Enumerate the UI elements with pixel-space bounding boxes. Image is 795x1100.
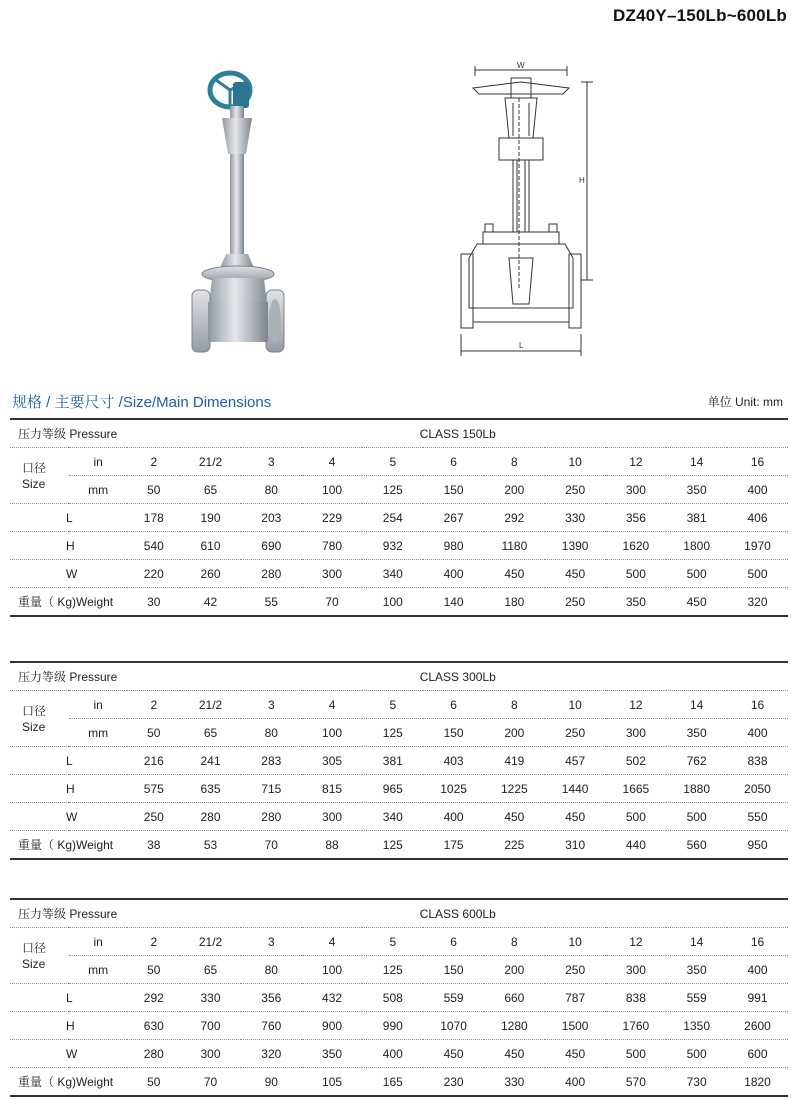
length-cell: 267 (423, 504, 484, 532)
width-row (10, 803, 788, 831)
height-cell: 1025 (423, 775, 484, 803)
length-cell: 381 (362, 747, 423, 775)
length-cell: 787 (545, 984, 606, 1012)
width-cell: 280 (241, 560, 302, 588)
height-cell: 540 (127, 532, 180, 560)
height-row (10, 775, 788, 803)
size-in-cell: 21/2 (180, 448, 241, 476)
width-cell: 340 (362, 560, 423, 588)
size-in-cell: 14 (666, 448, 727, 476)
length-cell: 559 (423, 984, 484, 1012)
weight-row (10, 831, 788, 860)
size-label-cn: 口径 (22, 940, 47, 955)
size-in-cell: 4 (302, 691, 363, 719)
width-cell: 500 (606, 803, 667, 831)
width-cell: 600 (727, 1040, 788, 1068)
width-cell: 500 (727, 560, 788, 588)
dim-label-h: H (579, 176, 585, 185)
width-cell: 300 (180, 1040, 241, 1068)
length-cell: 283 (241, 747, 302, 775)
width-cell: 450 (423, 1040, 484, 1068)
size-in-cell: 8 (484, 928, 545, 956)
size-in-cell: 16 (727, 448, 788, 476)
height-cell: 610 (180, 532, 241, 560)
pressure-label: 压力等级 Pressure (10, 419, 127, 448)
pressure-row (10, 899, 788, 928)
length-cell: 403 (423, 747, 484, 775)
width-cell: 450 (545, 560, 606, 588)
size-label-cell (10, 448, 69, 504)
weight-cell: 53 (180, 831, 241, 860)
width-cell: 500 (666, 803, 727, 831)
size-mm-cell: 65 (180, 956, 241, 984)
length-cell: 216 (127, 747, 180, 775)
pressure-row (10, 662, 788, 691)
weight-cell: 175 (423, 831, 484, 860)
size-in-cell: 12 (606, 691, 667, 719)
size-mm-cell: 125 (362, 956, 423, 984)
dim-label-l: L (519, 341, 524, 350)
length-cell: 178 (127, 504, 180, 532)
size-in-cell: 10 (545, 928, 606, 956)
height-cell: 980 (423, 532, 484, 560)
size-mm-cell: 80 (241, 476, 302, 504)
size-mm-row (10, 719, 788, 747)
dimension-table-600lb (10, 898, 788, 1097)
size-in-row (10, 448, 788, 476)
size-mm-cell: 350 (666, 956, 727, 984)
height-cell: 780 (302, 532, 363, 560)
length-cell: 190 (180, 504, 241, 532)
width-cell: 500 (606, 1040, 667, 1068)
length-cell: 330 (545, 504, 606, 532)
weight-cell: 450 (666, 588, 727, 617)
weight-row (10, 588, 788, 617)
size-mm-cell: 80 (241, 719, 302, 747)
size-in-cell: 21/2 (180, 691, 241, 719)
size-label-en: Size (22, 476, 46, 491)
model-title: DZ40Y–150Lb~600Lb (613, 6, 787, 25)
width-cell: 400 (423, 803, 484, 831)
height-cell: 990 (362, 1012, 423, 1040)
length-label: L (10, 747, 127, 775)
width-cell: 300 (302, 560, 363, 588)
pressure-row (10, 419, 788, 448)
height-cell: 1880 (666, 775, 727, 803)
size-mm-cell: 65 (180, 476, 241, 504)
weight-cell: 400 (545, 1068, 606, 1097)
weight-cell: 38 (127, 831, 180, 860)
height-cell: 1440 (545, 775, 606, 803)
size-in-cell: 2 (127, 691, 180, 719)
size-in-cell: 3 (241, 691, 302, 719)
size-mm-cell: 300 (606, 956, 667, 984)
size-mm-cell: 150 (423, 956, 484, 984)
section-title: 规格 / 主要尺寸 /Size/Main Dimensions (12, 394, 272, 411)
weight-cell: 560 (666, 831, 727, 860)
height-cell: 700 (180, 1012, 241, 1040)
size-in-cell: 2 (127, 928, 180, 956)
size-in-cell: 3 (241, 448, 302, 476)
size-mm-cell: 100 (302, 719, 363, 747)
size-mm-cell: 50 (127, 956, 180, 984)
size-mm-cell: 250 (545, 956, 606, 984)
width-cell: 320 (241, 1040, 302, 1068)
size-mm-cell: 150 (423, 476, 484, 504)
length-cell: 305 (302, 747, 363, 775)
weight-cell: 225 (484, 831, 545, 860)
weight-cell: 440 (606, 831, 667, 860)
unit-in-label: in (69, 928, 128, 956)
weight-cell: 230 (423, 1068, 484, 1097)
width-cell: 450 (484, 803, 545, 831)
pressure-label: 压力等级 Pressure (10, 662, 127, 691)
height-cell: 690 (241, 532, 302, 560)
size-mm-cell: 350 (666, 719, 727, 747)
length-cell: 356 (241, 984, 302, 1012)
size-in-cell: 14 (666, 928, 727, 956)
valve-photo (178, 62, 308, 362)
length-cell: 203 (241, 504, 302, 532)
size-in-cell: 5 (362, 691, 423, 719)
length-cell: 381 (666, 504, 727, 532)
size-mm-cell: 250 (545, 476, 606, 504)
size-mm-cell: 100 (302, 476, 363, 504)
size-mm-cell: 65 (180, 719, 241, 747)
weight-label: 重量（ Kg)Weight (10, 831, 127, 860)
weight-cell: 330 (484, 1068, 545, 1097)
dimension-table-150lb (10, 418, 788, 617)
length-cell: 991 (727, 984, 788, 1012)
unit-in-label: in (69, 448, 128, 476)
height-cell: 1970 (727, 532, 788, 560)
size-mm-cell: 400 (727, 719, 788, 747)
height-cell: 965 (362, 775, 423, 803)
height-cell: 1180 (484, 532, 545, 560)
width-cell: 450 (484, 1040, 545, 1068)
size-mm-cell: 80 (241, 956, 302, 984)
length-cell: 356 (606, 504, 667, 532)
length-cell: 762 (666, 747, 727, 775)
width-cell: 280 (241, 803, 302, 831)
weight-cell: 125 (362, 831, 423, 860)
size-in-cell: 16 (727, 928, 788, 956)
size-label-en: Size (22, 719, 46, 734)
weight-cell: 88 (302, 831, 363, 860)
height-label: H (10, 532, 127, 560)
weight-cell: 140 (423, 588, 484, 617)
size-in-cell: 5 (362, 928, 423, 956)
width-cell: 400 (423, 560, 484, 588)
height-label: H (10, 775, 127, 803)
unit-mm-label: mm (69, 719, 128, 747)
size-mm-cell: 100 (302, 956, 363, 984)
length-row (10, 747, 788, 775)
size-mm-cell: 350 (666, 476, 727, 504)
size-in-cell: 4 (302, 448, 363, 476)
size-in-cell: 6 (423, 691, 484, 719)
size-mm-cell: 50 (127, 719, 180, 747)
width-cell: 500 (666, 1040, 727, 1068)
size-mm-cell: 125 (362, 476, 423, 504)
width-row (10, 560, 788, 588)
size-mm-row (10, 956, 788, 984)
length-row (10, 504, 788, 532)
weight-cell: 42 (180, 588, 241, 617)
size-mm-cell: 50 (127, 476, 180, 504)
size-mm-cell: 250 (545, 719, 606, 747)
width-cell: 280 (180, 803, 241, 831)
size-in-cell: 14 (666, 691, 727, 719)
width-cell: 450 (545, 803, 606, 831)
length-cell: 229 (302, 504, 363, 532)
width-label: W (10, 560, 127, 588)
dim-label-w: W (517, 61, 525, 70)
width-cell: 220 (127, 560, 180, 588)
width-label: W (10, 803, 127, 831)
width-row (10, 1040, 788, 1068)
weight-cell: 100 (362, 588, 423, 617)
size-mm-cell: 125 (362, 719, 423, 747)
weight-cell: 570 (606, 1068, 667, 1097)
size-mm-cell: 200 (484, 476, 545, 504)
weight-cell: 30 (127, 588, 180, 617)
height-cell: 815 (302, 775, 363, 803)
size-in-cell: 10 (545, 448, 606, 476)
size-in-cell: 21/2 (180, 928, 241, 956)
width-cell: 450 (545, 1040, 606, 1068)
height-cell: 2050 (727, 775, 788, 803)
size-mm-cell: 300 (606, 476, 667, 504)
height-cell: 1280 (484, 1012, 545, 1040)
length-cell: 254 (362, 504, 423, 532)
size-label-cell (10, 691, 69, 747)
height-label: H (10, 1012, 127, 1040)
length-cell: 660 (484, 984, 545, 1012)
length-cell: 406 (727, 504, 788, 532)
size-in-cell: 4 (302, 928, 363, 956)
height-cell: 932 (362, 532, 423, 560)
height-cell: 635 (180, 775, 241, 803)
width-cell: 450 (484, 560, 545, 588)
size-mm-row (10, 476, 788, 504)
width-cell: 400 (362, 1040, 423, 1068)
length-cell: 330 (180, 984, 241, 1012)
size-in-cell: 16 (727, 691, 788, 719)
height-row (10, 532, 788, 560)
width-cell: 340 (362, 803, 423, 831)
length-cell: 241 (180, 747, 241, 775)
size-in-cell: 5 (362, 448, 423, 476)
weight-cell: 180 (484, 588, 545, 617)
unit-in-label: in (69, 691, 128, 719)
size-label-cn: 口径 (22, 460, 47, 475)
weight-cell: 70 (241, 831, 302, 860)
valve-drawing (455, 58, 605, 363)
width-cell: 350 (302, 1040, 363, 1068)
length-cell: 838 (606, 984, 667, 1012)
length-cell: 292 (484, 504, 545, 532)
width-label: W (10, 1040, 127, 1068)
length-cell: 838 (727, 747, 788, 775)
weight-label: 重量（ Kg)Weight (10, 1068, 127, 1097)
class-label: CLASS 300Lb (127, 662, 788, 691)
weight-cell: 320 (727, 588, 788, 617)
size-in-cell: 12 (606, 928, 667, 956)
weight-row (10, 1068, 788, 1097)
height-cell: 1225 (484, 775, 545, 803)
size-in-cell: 6 (423, 448, 484, 476)
length-label: L (10, 504, 127, 532)
length-label: L (10, 984, 127, 1012)
weight-cell: 730 (666, 1068, 727, 1097)
size-in-cell: 8 (484, 691, 545, 719)
height-cell: 1800 (666, 532, 727, 560)
class-label: CLASS 600Lb (127, 899, 788, 928)
width-cell: 300 (302, 803, 363, 831)
weight-cell: 70 (180, 1068, 241, 1097)
size-in-cell: 3 (241, 928, 302, 956)
size-mm-cell: 400 (727, 476, 788, 504)
height-cell: 760 (241, 1012, 302, 1040)
size-mm-cell: 300 (606, 719, 667, 747)
height-cell: 1070 (423, 1012, 484, 1040)
length-cell: 419 (484, 747, 545, 775)
pressure-label: 压力等级 Pressure (10, 899, 127, 928)
height-cell: 715 (241, 775, 302, 803)
size-in-cell: 8 (484, 448, 545, 476)
height-row (10, 1012, 788, 1040)
weight-cell: 165 (362, 1068, 423, 1097)
unit-mm-label: mm (69, 476, 128, 504)
height-cell: 1620 (606, 532, 667, 560)
weight-cell: 50 (127, 1068, 180, 1097)
size-in-row (10, 928, 788, 956)
size-in-cell: 10 (545, 691, 606, 719)
length-cell: 292 (127, 984, 180, 1012)
weight-label: 重量（ Kg)Weight (10, 588, 127, 617)
height-cell: 630 (127, 1012, 180, 1040)
weight-cell: 950 (727, 831, 788, 860)
size-label-en: Size (22, 956, 46, 971)
dimension-table-300lb (10, 661, 788, 860)
width-cell: 550 (727, 803, 788, 831)
weight-cell: 250 (545, 588, 606, 617)
width-cell: 500 (606, 560, 667, 588)
size-in-cell: 2 (127, 448, 180, 476)
height-cell: 900 (302, 1012, 363, 1040)
size-mm-cell: 400 (727, 956, 788, 984)
size-label-cell (10, 928, 69, 984)
weight-cell: 1820 (727, 1068, 788, 1097)
weight-cell: 350 (606, 588, 667, 617)
weight-cell: 310 (545, 831, 606, 860)
height-cell: 1350 (666, 1012, 727, 1040)
length-cell: 432 (302, 984, 363, 1012)
width-cell: 280 (127, 1040, 180, 1068)
width-cell: 250 (127, 803, 180, 831)
height-cell: 575 (127, 775, 180, 803)
unit-label: 单位 Unit: mm (707, 395, 783, 409)
weight-cell: 90 (241, 1068, 302, 1097)
size-in-row (10, 691, 788, 719)
size-mm-cell: 200 (484, 719, 545, 747)
class-label: CLASS 150Lb (127, 419, 788, 448)
unit-mm-label: mm (69, 956, 128, 984)
height-cell: 1760 (606, 1012, 667, 1040)
size-mm-cell: 150 (423, 719, 484, 747)
size-label-cn: 口径 (22, 703, 47, 718)
height-cell: 1500 (545, 1012, 606, 1040)
width-cell: 500 (666, 560, 727, 588)
height-cell: 1665 (606, 775, 667, 803)
size-mm-cell: 200 (484, 956, 545, 984)
size-in-cell: 12 (606, 448, 667, 476)
weight-cell: 105 (302, 1068, 363, 1097)
length-row (10, 984, 788, 1012)
size-in-cell: 6 (423, 928, 484, 956)
width-cell: 260 (180, 560, 241, 588)
length-cell: 502 (606, 747, 667, 775)
height-cell: 1390 (545, 532, 606, 560)
length-cell: 508 (362, 984, 423, 1012)
weight-cell: 55 (241, 588, 302, 617)
length-cell: 457 (545, 747, 606, 775)
length-cell: 559 (666, 984, 727, 1012)
weight-cell: 70 (302, 588, 363, 617)
height-cell: 2600 (727, 1012, 788, 1040)
